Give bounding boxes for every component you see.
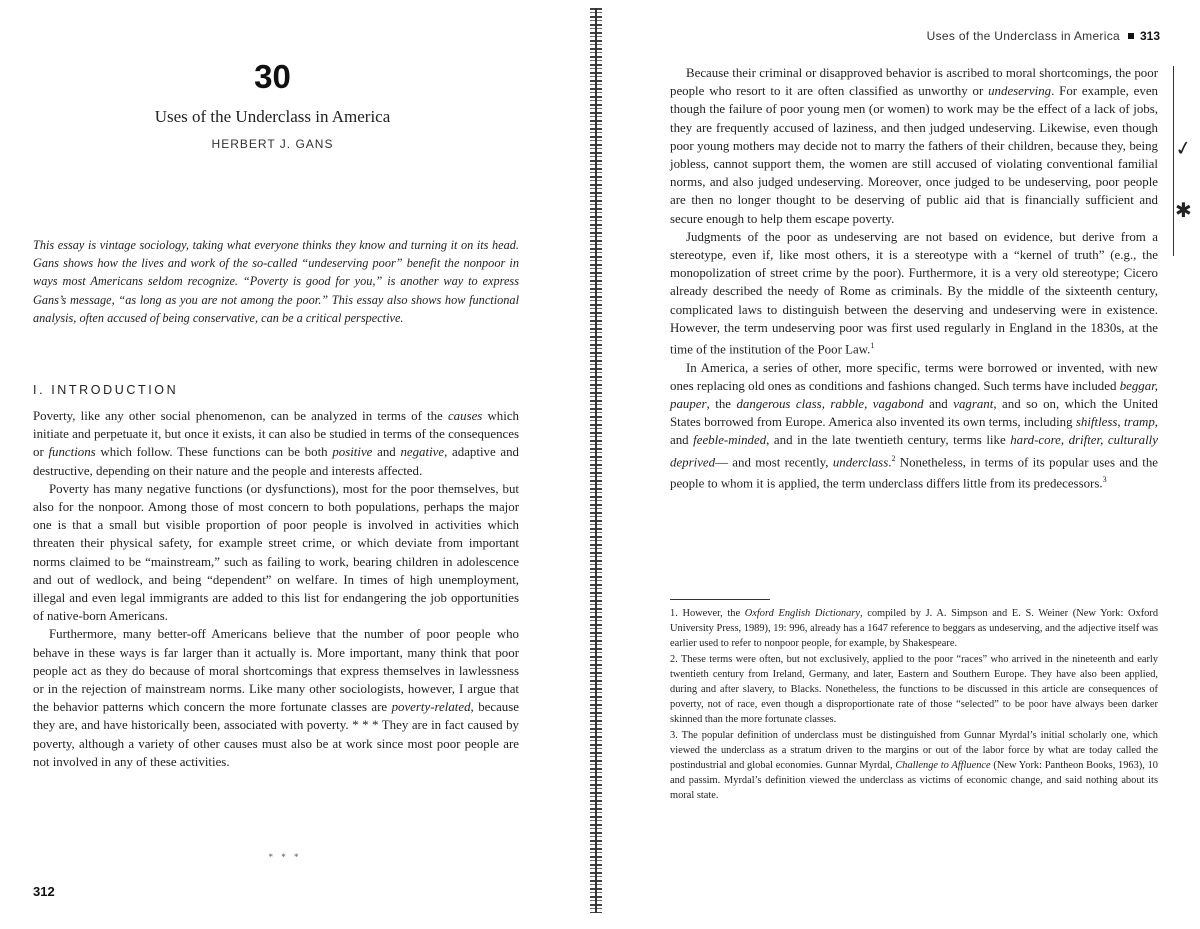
margin-bracket — [1167, 66, 1174, 256]
body-paragraph: Because their criminal or disapproved behavior is ascribed to moral shortcomings, the poor people who resort to it are often classified as unworthy or undeserving. For example, even though the failure of poor young men (or women) to work may be the effect of a lack of jobs, they are frequently accused of laziness, and then judged undeserving. Likewise, even though poor young mothers may decide not to marry the fathers of their children, because they, being jobless, cannot support them, the women are still accused of violating conventional familial norms, and also judged undeserving. Moreover, once judged to be undeserving, poor people are then no longer thought to be deserving of public aid that is financially sufficient and secure enough to help them escape poverty. — [670, 66, 1158, 226]
left-page — [0, 0, 590, 929]
footnote: 2. These terms were often, but not exclusively, applied to the poor “races” who arrived in the nineteenth and early twentieth century from Ireland, Germany, and later, Eastern and Southern Europe. They have also been applied, during and after slavery, to Blacks. Nonetheless, the functions to be discussed in this article are consequences of poverty, not of race, even though a disproportionate rate of those “selected” to be poor have always been darker skinned than the more fortunate classes. — [670, 653, 1158, 726]
square-bullet-icon — [1128, 33, 1134, 39]
body-paragraph: Poverty has many negative functions (or dysfunctions), most for the poor themselves, but also for the nonpoor. Among those of most concern to both populations, perhaps the major one is that a small but visible proportion of poor people is involved in activities which threaten their physical safety, for example street crime, or which deviate from important norms claimed to be “mainstream,” such as failing to work, bearing children in adolescence and out of wedlock, and being “dependent” on welfare. In times of high unemployment, illegal and even legal immigrants are added to this list for endangering the job opportunities of native-born Americans. — [33, 481, 519, 624]
left-body-text — [33, 407, 519, 771]
body-paragraph: In America, a series of other, more specific, terms were borrowed or invented, with new ones replacing old ones as conditions and fashions changed. Such terms have included beggar, pauper, the dangerous class, rabble, vagabond and vagrant, and so on, which the United States borrowed from Europe. America also invented its own terms, including shiftless, tramp, and feeble-minded, and in the late twentieth century, terms like hard-core, drifter, culturally deprived— and most recently, underclass.$^2$ Nonetheless, in terms of its popular uses and the people to whom it is applied, the term underclass differs little from its predecessors.$^3$ — [670, 360, 1159, 491]
footnote: 1. However, the Oxford English Dictionary, compiled by J. A. Simpson and E. S. Weiner (New York: Oxford University Press, 1989), 19: 996, already has a 1647 reference to beggars as undeserving, and the adjective itself was earlier used to refer to nonpoor people, for example, by Shakespeare. — [670, 608, 1159, 650]
right-page — [605, 0, 1200, 929]
chapter-title: Uses of the Underclass in America — [154, 107, 391, 126]
body-paragraph: Poverty, like any other social phenomenon, can be analyzed in terms of the causes which initiate and perpetuate it, but once it exists, it can also be studied in terms of the consequences or functions which follow. These functions can be both positive and negative, adaptive and destructive, depending on their nature and the people and interests affected. — [33, 409, 519, 478]
right-body-text — [670, 64, 1158, 493]
footnote: 3. The popular definition of underclass must be distinguished from Gunnar Myrdal’s initial scholarly one, which viewed the underclass as a stratum driven to the margins or out of the labor force by what are today called the postindustrial and global economies. Gunnar Myrdal, Challenge to Affluence (New York: Pantheon Books, 1963), 10 and passim. Myrdal’s definition viewed the underclass as victims of economic change, and said nothing about its moral state. — [670, 729, 1158, 802]
handwritten-check-icon: ✓ — [1173, 134, 1194, 162]
section-heading: I. INTRODUCTION — [33, 383, 179, 397]
footnote-rule — [670, 599, 770, 600]
author-name: HERBERT J. GANS — [211, 137, 334, 151]
body-paragraph: Judgments of the poor as undeserving are not based on evidence, but derive from a stereotype, even if, like most others, it is a stereotype with a “kernel of truth” (e.g., the monopolization of street crime by the poor). Furthermore, it is a very old stereotype; Cicero already described the needy of Rome as criminals. By the middle of the sixteenth century, complicated laws to distinguish between the deserving and undeserving were in existence. However, the term undeserving poor was first used regularly in England in the 1830s, at the time of the institution of the Poor Law.$^1$ — [670, 229, 1158, 357]
running-head-title: Uses of the Underclass in America — [926, 29, 1120, 43]
section-ornament: * * * — [268, 852, 302, 862]
chapter-number: 30 — [254, 58, 291, 95]
chapter-abstract: This essay is vintage sociology, taking what everyone thinks they know and turning it on its head. Gans shows how the lives and work of the so-called “undeserving poor” benefit the nonpoor in ways most Americans seldom recognize. “Poverty is good for you,” is another way to express Gans’s message, “as long as you are not among the poor.” This essay also shows how functional analysis, often accused of being conservative, can be a critical perspective. — [33, 238, 519, 325]
footnotes — [670, 606, 1158, 804]
page-number: 312 — [33, 884, 55, 899]
body-paragraph: Furthermore, many better-off Americans believe that the number of poor people who behave in these ways is far larger than it actually is. More important, many think that poor people act as they do because of moral shortcomings that express themselves in lawlessness or in the rejection of mainstream norms. Like many other sociologists, however, I argue that the behavior patterns which concern the more fortunate classes are poverty-related, because they are, and have historically been, associated with poverty. * * * They are in fact caused by poverty, although a variety of other causes must also be at work since most poor people are not involved in any of these activities. — [33, 627, 519, 769]
book-gutter — [590, 8, 602, 913]
handwritten-star-icon: ✱ — [1175, 198, 1192, 222]
running-head — [927, 29, 1160, 43]
page-number: 313 — [1139, 29, 1160, 43]
